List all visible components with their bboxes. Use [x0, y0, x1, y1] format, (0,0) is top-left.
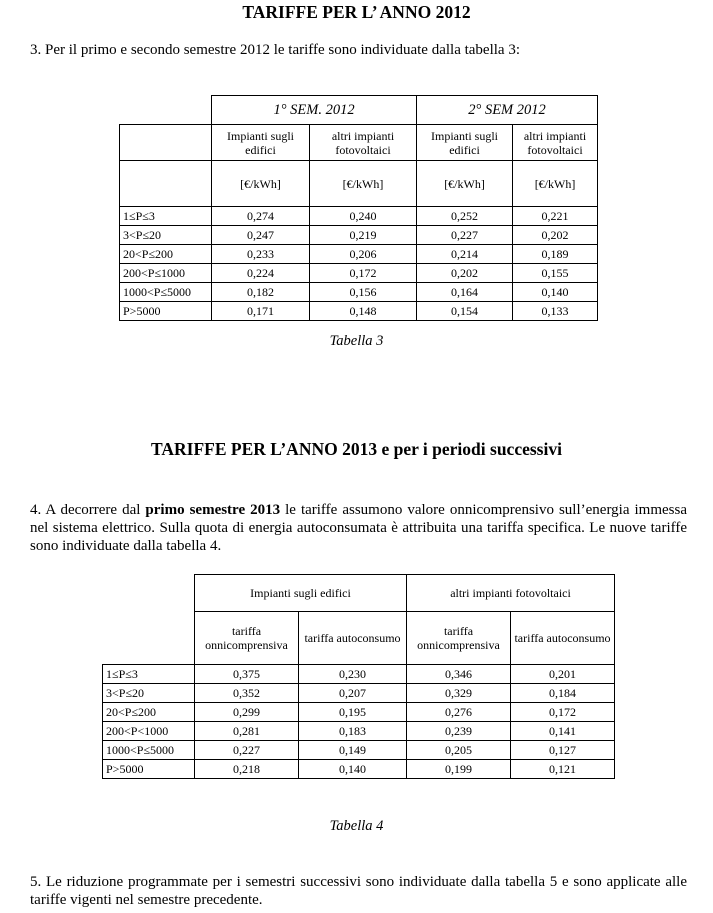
table-cell: 0,214 — [417, 245, 513, 264]
table-row — [120, 283, 598, 302]
table-cell: 0,183 — [299, 722, 407, 741]
table-cell: 0,202 — [417, 264, 513, 283]
row-label: 20<P≤200 — [120, 245, 212, 264]
table3-sem2-header: 2° SEM 2012 — [417, 96, 598, 125]
table-row — [120, 207, 598, 226]
table-cell: 0,154 — [417, 302, 513, 321]
table-cell: 0,121 — [511, 760, 615, 779]
table-cell: 0,199 — [407, 760, 511, 779]
table-cell: 0,206 — [310, 245, 417, 264]
table-cell: 0,164 — [417, 283, 513, 302]
row-label: 1000<P≤5000 — [120, 283, 212, 302]
table3-unit: [€/kWh] — [310, 161, 417, 207]
table3-col-edifici: Impianti sugli edifici — [212, 125, 310, 161]
table-cell: 0,195 — [299, 703, 407, 722]
table-cell: 0,127 — [511, 741, 615, 760]
table-cell: 0,172 — [511, 703, 615, 722]
table-cell: 0,184 — [511, 684, 615, 703]
table3-unit: [€/kWh] — [212, 161, 310, 207]
table-cell: 0,230 — [299, 665, 407, 684]
table-cell: 0,375 — [195, 665, 299, 684]
table-cell: 0,227 — [417, 226, 513, 245]
caption-tabella-3: Tabella 3 — [329, 333, 384, 349]
table-cell: 0,299 — [195, 703, 299, 722]
table-cell: 0,207 — [299, 684, 407, 703]
table-cell: 0,346 — [407, 665, 511, 684]
row-label: 1000<P≤5000 — [103, 741, 195, 760]
table3-sem1-header: 1° SEM. 2012 — [212, 96, 417, 125]
table-cell: 0,276 — [407, 703, 511, 722]
table-cell: 0,133 — [513, 302, 598, 321]
table-cell: 0,352 — [195, 684, 299, 703]
table-row — [103, 760, 615, 779]
table4-col-onni: tariffa onnicomprensiva — [407, 612, 511, 665]
table-cell: 0,240 — [310, 207, 417, 226]
table-cell: 0,219 — [310, 226, 417, 245]
table-row — [120, 245, 598, 264]
row-label: 200<P≤1000 — [120, 264, 212, 283]
row-label: 1≤P≤3 — [120, 207, 212, 226]
table-cell: 0,156 — [310, 283, 417, 302]
table-cell: 0,281 — [195, 722, 299, 741]
table-row — [103, 703, 615, 722]
row-label: P>5000 — [120, 302, 212, 321]
row-label: P>5000 — [103, 760, 195, 779]
table-row — [103, 665, 615, 684]
table-cell: 0,189 — [513, 245, 598, 264]
row-label: 20<P≤200 — [103, 703, 195, 722]
table-row — [103, 741, 615, 760]
table3-unit: [€/kWh] — [513, 161, 598, 207]
table-cell: 0,227 — [195, 741, 299, 760]
row-label: 3<P≤20 — [103, 684, 195, 703]
row-label: 1≤P≤3 — [103, 665, 195, 684]
table-row — [120, 264, 598, 283]
table-cell: 0,202 — [513, 226, 598, 245]
table-cell: 0,172 — [310, 264, 417, 283]
table-cell: 0,233 — [212, 245, 310, 264]
table-cell: 0,140 — [299, 760, 407, 779]
table-cell: 0,182 — [212, 283, 310, 302]
table4-col-auto: tariffa autoconsumo — [511, 612, 615, 665]
table-cell: 0,224 — [212, 264, 310, 283]
caption-tabella-4: Tabella 4 — [329, 818, 384, 834]
table3-col-edifici: Impianti sugli edifici — [417, 125, 513, 161]
table-cell: 0,140 — [513, 283, 598, 302]
table-cell: 0,155 — [513, 264, 598, 283]
table-cell: 0,274 — [212, 207, 310, 226]
table-cell: 0,247 — [212, 226, 310, 245]
table4-col-onni: tariffa onnicomprensiva — [195, 612, 299, 665]
table-cell: 0,252 — [417, 207, 513, 226]
table4-group-altri: altri impianti fotovoltaici — [407, 575, 615, 612]
paragraph-3: 3. Per il primo e secondo semestre 2012 le tariffe sono individuate dalla tabella 3: — [30, 42, 521, 58]
table-cell: 0,239 — [407, 722, 511, 741]
table4-group-edifici: Impianti sugli edifici — [195, 575, 407, 612]
table-cell: 0,201 — [511, 665, 615, 684]
table-cell: 0,148 — [310, 302, 417, 321]
heading-2012: TARIFFE PER L’ ANNO 2012 — [242, 2, 471, 22]
table-row — [120, 302, 598, 321]
table-cell: 0,218 — [195, 760, 299, 779]
table-cell: 0,221 — [513, 207, 598, 226]
table-cell: 0,171 — [212, 302, 310, 321]
tariff-table-3 — [119, 95, 598, 321]
table4-col-auto: tariffa autoconsumo — [299, 612, 407, 665]
table3-col-altri: altri impianti fotovoltaici — [310, 125, 417, 161]
paragraph-4: 4. A decorrere dal primo semestre 2013 le tariffe assumono valore onnicomprensivo sull’energia immessa nel sistema elettrico. Sulla quota di energia autoconsumata è attribuita una tariffa specifica. Le nuove tariffe sono individuate dalla tabella 4. — [30, 502, 688, 554]
row-label: 3<P≤20 — [120, 226, 212, 245]
table-cell: 0,141 — [511, 722, 615, 741]
tariff-table-4 — [102, 574, 615, 779]
table-row — [103, 722, 615, 741]
heading-2013: TARIFFE PER L’ANNO 2013 e per i periodi successivi — [151, 439, 562, 459]
table-cell: 0,205 — [407, 741, 511, 760]
table-row — [103, 684, 615, 703]
table3-unit: [€/kWh] — [417, 161, 513, 207]
row-label: 200<P<1000 — [103, 722, 195, 741]
table-cell: 0,329 — [407, 684, 511, 703]
paragraph-5: 5. Le riduzione programmate per i semestri successivi sono individuate dalla tabella 5 e sono applicate alle tariffe vigenti nel semestre precedente. — [30, 874, 687, 908]
table-cell: 0,149 — [299, 741, 407, 760]
bold-primo-semestre: primo semestre 2013 — [145, 502, 281, 518]
table3-col-altri: altri impianti fotovoltaici — [513, 125, 598, 161]
table-row — [120, 226, 598, 245]
